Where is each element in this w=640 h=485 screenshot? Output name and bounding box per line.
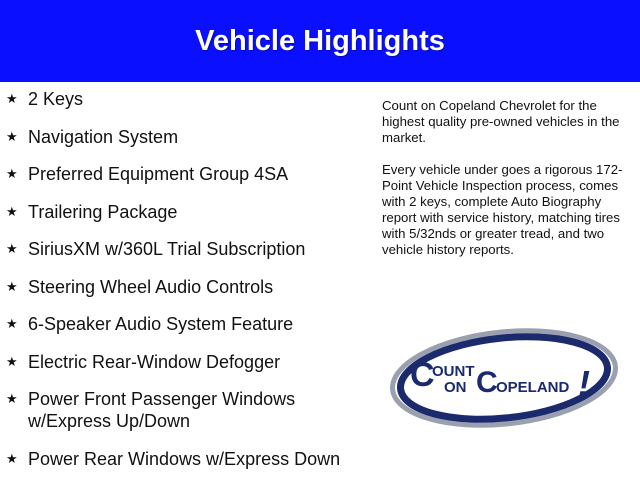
feature-text: Power Front Passenger Windows w/Express Up/Down [28, 389, 296, 431]
svg-text:C: C [476, 366, 498, 399]
list-item [6, 276, 366, 298]
list-item [6, 126, 366, 148]
star-icon: ★ [6, 391, 18, 406]
list-item [6, 88, 366, 110]
star-icon: ★ [6, 278, 18, 294]
feature-text: Power Rear Windows w/Express Down [28, 448, 341, 469]
dealer-info [382, 98, 632, 274]
page-title: Vehicle Highlights [195, 24, 445, 57]
svg-text:OUNT: OUNT [432, 363, 475, 380]
list-item [6, 313, 366, 335]
dealer-intro: Count on Copeland Chevrolet for the highest quality pre-owned vehicles in the market. [382, 98, 620, 145]
star-icon: ★ [6, 166, 18, 181]
list-item [6, 163, 366, 185]
feature-text: Preferred Equipment Group 4SA [28, 164, 289, 184]
star-icon: ★ [6, 353, 18, 369]
star-icon: ★ [6, 91, 18, 106]
svg-text:!: ! [578, 363, 590, 404]
feature-text: Electric Rear-Window Defogger [28, 351, 281, 372]
list-item [6, 448, 366, 470]
list-item [6, 201, 366, 223]
list-item [6, 351, 366, 373]
count-on-copeland-logo [388, 326, 620, 430]
list-item [6, 388, 366, 432]
feature-text: 2 Keys [28, 89, 84, 109]
star-icon: ★ [6, 128, 18, 144]
inspection-info: Every vehicle under goes a rigorous 172-Point Vehicle Inspection process, comes with 2 keys, complete Auto Biography report with service history, matching tires with 5/32nds or greater tread, and two vehicle history reports. [382, 162, 623, 257]
star-icon: ★ [6, 450, 18, 466]
star-icon: ★ [6, 316, 18, 331]
feature-list [6, 88, 366, 485]
feature-text: Steering Wheel Audio Controls [28, 276, 274, 297]
svg-text:C: C [410, 356, 435, 394]
svg-text:ON: ON [444, 379, 467, 396]
feature-text: Trailering Package [28, 201, 178, 222]
star-icon: ★ [6, 203, 18, 219]
header-banner [0, 0, 640, 82]
list-item [6, 238, 366, 260]
svg-text:OPELAND: OPELAND [496, 379, 570, 396]
feature-text: SiriusXM w/360L Trial Subscription [28, 239, 306, 259]
feature-text: 6-Speaker Audio System Feature [28, 314, 294, 334]
star-icon: ★ [6, 241, 18, 256]
feature-text: Navigation System [28, 126, 179, 147]
